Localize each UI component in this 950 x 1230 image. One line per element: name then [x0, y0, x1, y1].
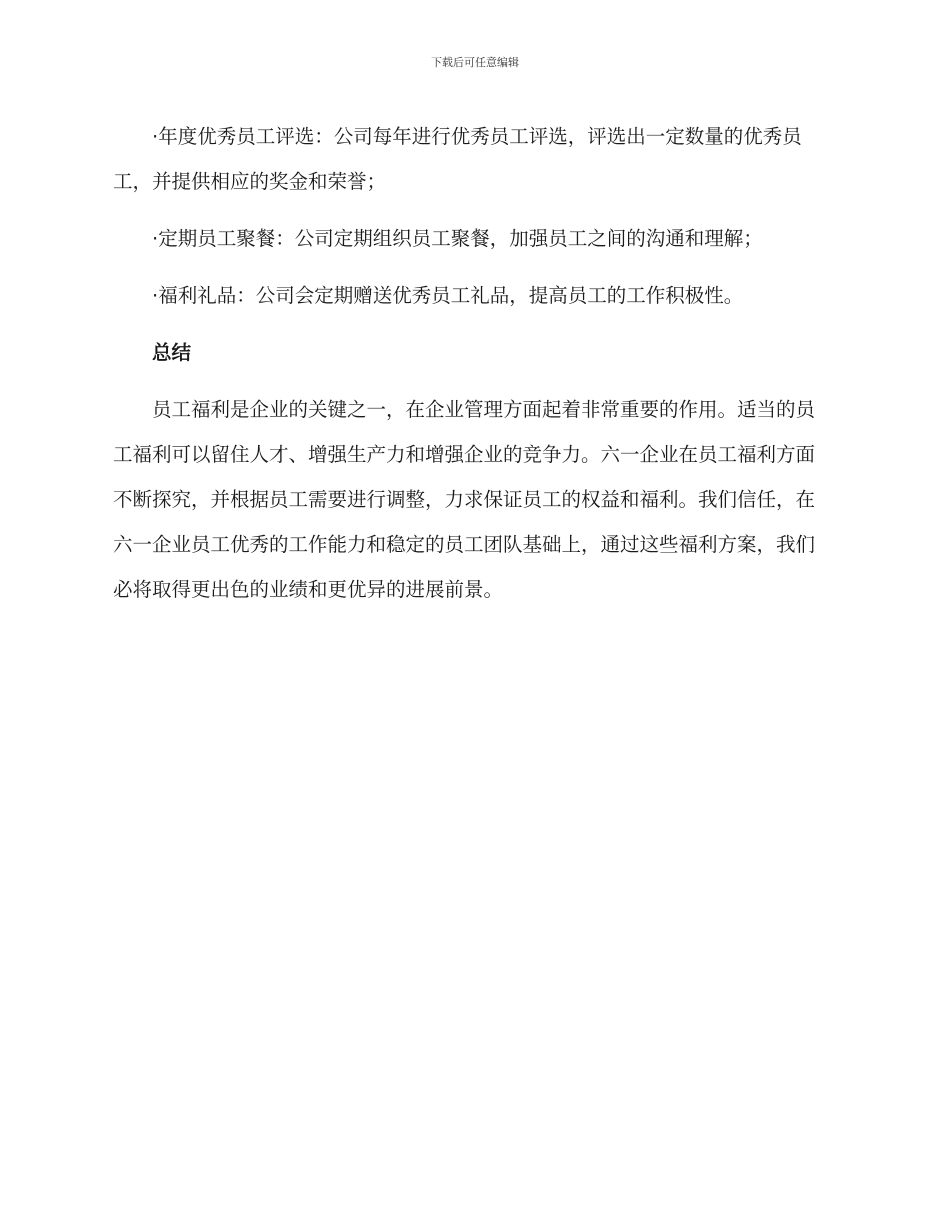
document-body: [113, 114, 833, 612]
bullet-annual-award: ·年度优秀员工评选：公司每年进行优秀员工评选，评选出一定数量的优秀员工，并提供相应的奖金和荣誉；: [113, 125, 802, 193]
bullet-staff-dinner: ·定期员工聚餐：公司定期组织员工聚餐，加强员工之间的沟通和理解；: [152, 227, 763, 250]
page-header-note: 下载后可任意编辑: [431, 56, 519, 69]
summary-heading: 总结: [152, 341, 192, 364]
summary-paragraph: 员工福利是企业的关键之一，在企业管理方面起着非常重要的作用。适当的员工福利可以留住人才、增强生产力和增强企业的竞争力。六一企业在员工福利方面不断探究，并根据员工需要进行调整，力求保证员工的权益和福利。我们信任，在六一企业员工优秀的工作能力和稳定的员工团队基础上，通过这些福利方案，我们必将取得更出色的业绩和更优异的进展前景。: [113, 398, 816, 601]
bullet-gifts: ·福利礼品：公司会定期赠送优秀员工礼品，提高员工的工作积极性。: [152, 284, 744, 307]
